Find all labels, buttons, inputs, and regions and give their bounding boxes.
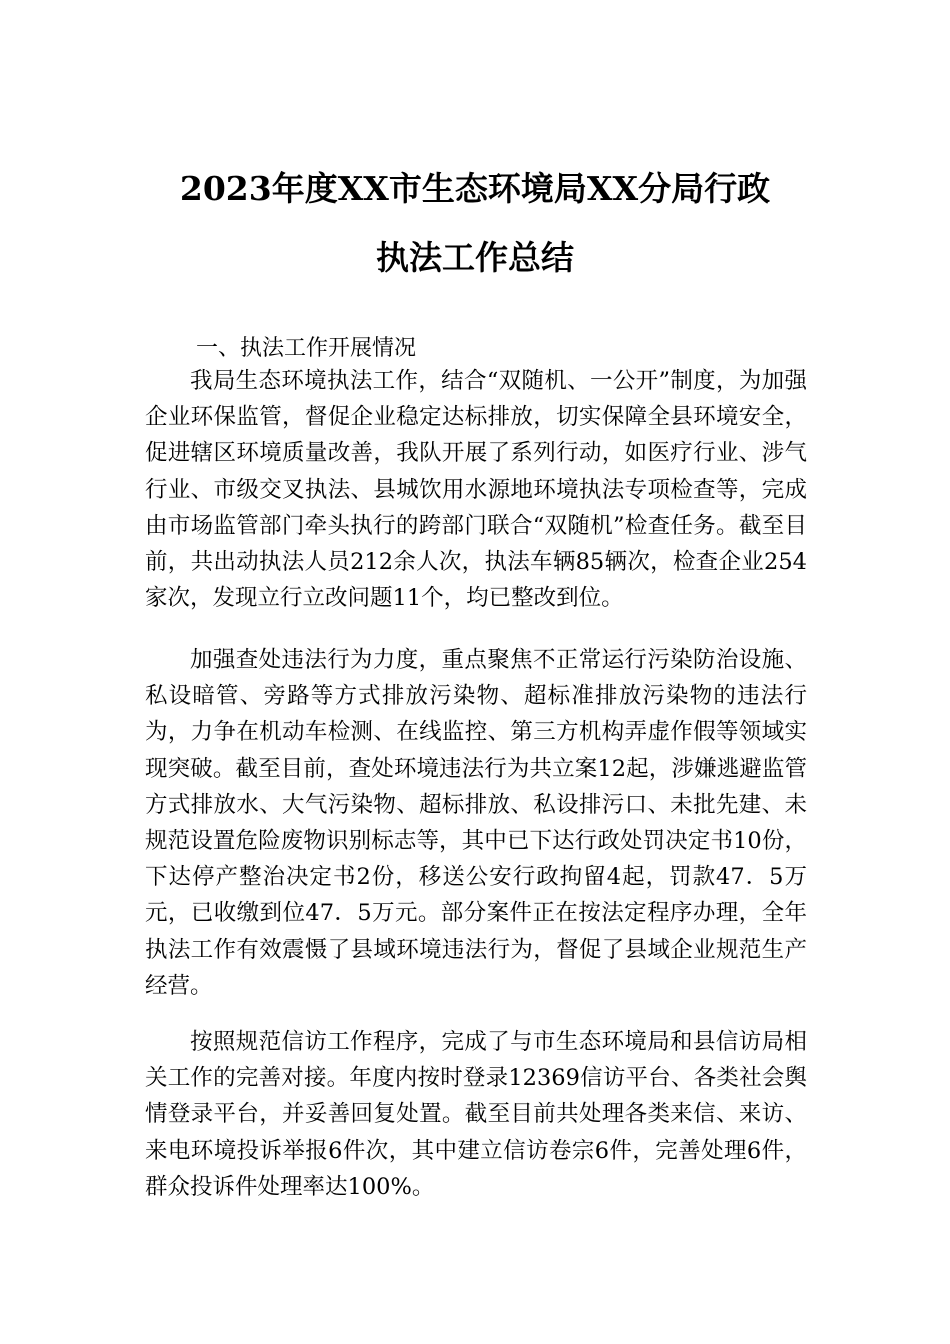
document-title-line1: 2023年度XX市生态环境局XX分局行政 bbox=[179, 169, 771, 208]
paragraph-violation-handling: 加强查处违法行为力度，重点聚焦不正常运行污染防治设施、私设暗管、旁路等方式排放污染物、超标准排放污染物的违法行为，力争在机动车检测、在线监控、第三方机构弄虚作假等领域实现突破。截至目前，查处环境违法行为共立案12起，涉嫌逃避监管方式排放水、大气污染物、超标排放、私设排污口、未批先建、未规范设置危险废物识别标志等，其中已下达行政处罚决定书10份，下达停产整治决定书2份，移送公安行政拘留4起，罚款47．5万元，已收缴到位47．5万元。部分案件正在按法定程序办理，全年执法工作有效震慑了县域环境违法行为，督促了县域企业规范生产经营。 bbox=[145, 647, 807, 999]
document-title-line2: 执法工作总结 bbox=[376, 238, 574, 277]
section-heading: 一、执法工作开展情况 bbox=[196, 336, 417, 361]
paragraph-petition-handling: 按照规范信访工作程序，完成了与市生态环境局和县信访局相关工作的完善对接。年度内按时登录12369信访平台、各类社会舆情登录平台，并妥善回复处置。截至目前共处理各类来信、来访、来电环境投诉举报6件次，其中建立信访卷宗6件，完善处理6件，群众投诉件处理率达100%。 bbox=[145, 1029, 807, 1200]
paragraph-enforcement-actions: 我局生态环境执法工作，结合“双随机、一公开”制度，为加强企业环保监管，督促企业稳定达标排放，切实保障全县环境安全，促进辖区环境质量改善，我队开展了系列行动，如医疗行业、涉气行业、市级交叉执法、县城饮用水源地环境执法专项检查等，完成由市场监管部门牵头执行的跨部门联合“双随机”检查任务。截至目前，共出动执法人员212余人次，执法车辆85辆次，检查企业254家次，发现立行立改问题11个，均已整改到位。 bbox=[145, 368, 807, 612]
